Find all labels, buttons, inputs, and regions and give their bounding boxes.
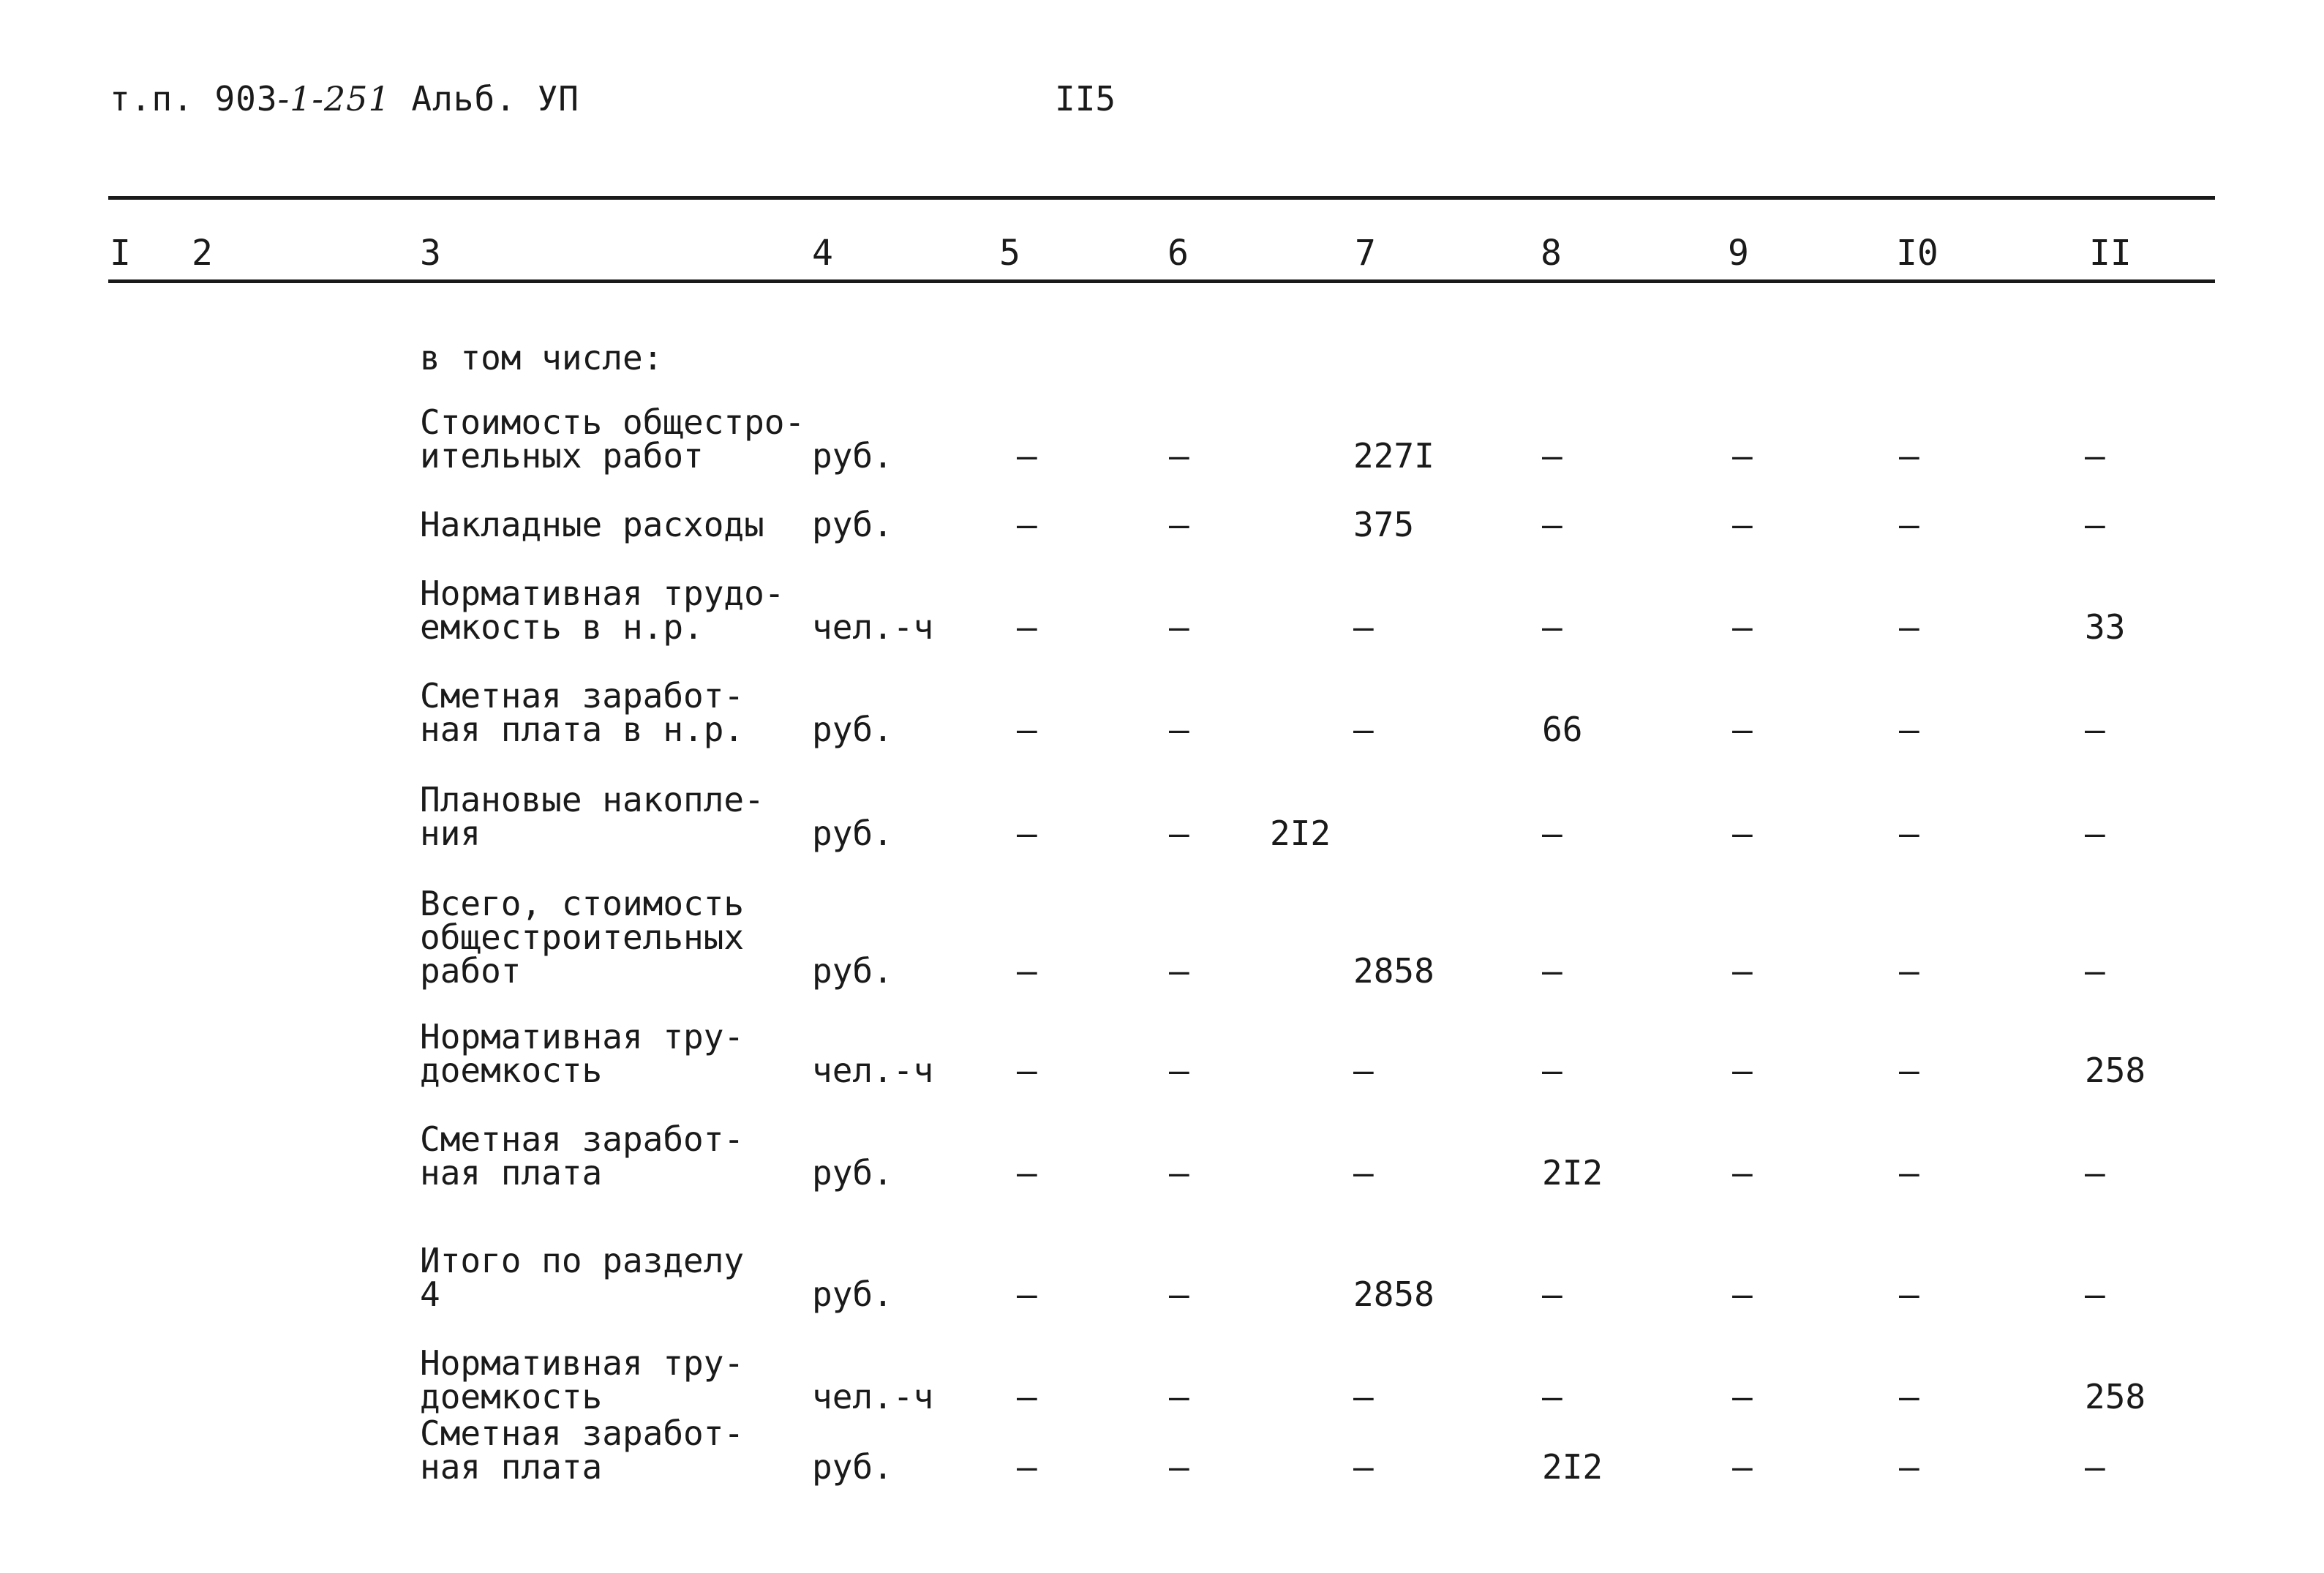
table-top-rule <box>108 196 2215 200</box>
row-description: Накладные расходы <box>420 505 764 544</box>
document-code <box>110 79 579 119</box>
row-value-c9: – <box>1732 505 1753 544</box>
row-value-c11: – <box>2085 505 2105 544</box>
row-value-c7: – <box>1353 1051 1374 1090</box>
row-unit: чел.-ч <box>812 1377 934 1416</box>
row-value-c11: – <box>2085 951 2105 991</box>
row-value-c5: – <box>1017 1447 1037 1487</box>
row-value-c7: – <box>1353 710 1374 749</box>
row-value-c6: – <box>1169 814 1189 853</box>
row-value-c6: – <box>1169 1153 1189 1193</box>
row-description: Всего, стоимость общестроительных работ <box>420 884 745 991</box>
row-unit: чел.-ч <box>812 607 934 647</box>
row-description: Нормативная тру- доемкость <box>420 1343 745 1416</box>
document-code-suffix: Альб. УП <box>390 79 579 119</box>
row-value-c11: – <box>2085 1274 2105 1314</box>
row-unit: чел.-ч <box>812 1051 934 1090</box>
row-value-c9: – <box>1732 710 1753 749</box>
row-value-c10: – <box>1899 505 1919 544</box>
row-value-c8: 2I2 <box>1542 1153 1603 1193</box>
row-value-c8: – <box>1542 951 1563 991</box>
row-value-c11: – <box>2085 814 2105 853</box>
column-number-8: 8 <box>1541 233 1562 274</box>
row-value-c6: – <box>1169 436 1189 476</box>
column-number-5: 5 <box>999 233 1020 274</box>
row-description: Сметная заработ- ная плата в н.р. <box>420 676 745 749</box>
table-header-rule <box>108 279 2215 283</box>
row-value-c5: – <box>1017 814 1037 853</box>
row-value-c6: – <box>1169 710 1189 749</box>
row-value-c9: – <box>1732 814 1753 853</box>
row-value-c10: – <box>1899 607 1919 647</box>
document-code-handwritten: -1-251 <box>277 79 391 119</box>
row-value-c8: – <box>1542 607 1563 647</box>
row-value-c9: – <box>1732 1274 1753 1314</box>
row-value-c5: – <box>1017 710 1037 749</box>
row-value-c9: – <box>1732 1051 1753 1090</box>
row-value-c10: – <box>1899 1377 1919 1416</box>
row-description: Сметная заработ- ная плата <box>420 1414 745 1487</box>
row-value-c11: – <box>2085 436 2105 476</box>
row-value-c9: – <box>1732 1447 1753 1487</box>
row-value-c5: – <box>1017 436 1037 476</box>
row-value-c6b: 2I2 <box>1270 814 1331 853</box>
row-value-c7: – <box>1353 607 1374 647</box>
row-description: в том числе: <box>420 338 663 378</box>
row-value-c6: – <box>1169 1377 1189 1416</box>
row-value-c11: – <box>2085 710 2105 749</box>
row-description: Нормативная тру- доемкость <box>420 1017 745 1090</box>
row-value-c6: – <box>1169 1274 1189 1314</box>
row-value-c7: 227I <box>1353 436 1434 476</box>
document-code-prefix: т.п. 903 <box>110 79 278 119</box>
row-value-c11: – <box>2085 1153 2105 1193</box>
row-description: Стоимость общестро- ительных работ <box>420 402 805 476</box>
row-value-c10: – <box>1899 814 1919 853</box>
row-value-c11: 258 <box>2085 1051 2146 1090</box>
row-value-c10: – <box>1899 951 1919 991</box>
column-number-6: 6 <box>1167 233 1189 274</box>
column-number-11: II <box>2089 233 2132 274</box>
row-unit: руб. <box>812 1153 893 1193</box>
row-value-c9: – <box>1732 436 1753 476</box>
row-value-c6: – <box>1169 1051 1189 1090</box>
row-value-c7: – <box>1353 1447 1374 1487</box>
column-number-1: I <box>110 233 131 274</box>
row-value-c5: – <box>1017 607 1037 647</box>
row-value-c10: – <box>1899 1447 1919 1487</box>
row-value-c5: – <box>1017 1274 1037 1314</box>
column-number-9: 9 <box>1728 233 1749 274</box>
row-value-c9: – <box>1732 951 1753 991</box>
row-unit: руб. <box>812 710 893 749</box>
row-value-c10: – <box>1899 436 1919 476</box>
row-unit: руб. <box>812 1274 893 1314</box>
row-value-c10: – <box>1899 1051 1919 1090</box>
row-value-c9: – <box>1732 1377 1753 1416</box>
row-value-c5: – <box>1017 1051 1037 1090</box>
row-value-c8: – <box>1542 1274 1563 1314</box>
row-unit: руб. <box>812 951 893 991</box>
row-value-c5: – <box>1017 951 1037 991</box>
row-unit: руб. <box>812 1447 893 1487</box>
row-value-c7: – <box>1353 1377 1374 1416</box>
column-number-10: I0 <box>1896 233 1938 274</box>
row-value-c8: – <box>1542 436 1563 476</box>
row-value-c11: 258 <box>2085 1377 2146 1416</box>
row-value-c11: – <box>2085 1447 2105 1487</box>
row-value-c6: – <box>1169 505 1189 544</box>
row-value-c6: – <box>1169 1447 1189 1487</box>
row-value-c10: – <box>1899 1153 1919 1193</box>
row-value-c6: – <box>1169 951 1189 991</box>
row-value-c5: – <box>1017 505 1037 544</box>
row-unit: руб. <box>812 436 893 476</box>
column-number-3: 3 <box>420 233 441 274</box>
row-unit: руб. <box>812 814 893 853</box>
row-value-c8: 66 <box>1542 710 1583 749</box>
row-value-c5: – <box>1017 1377 1037 1416</box>
row-value-c8: 2I2 <box>1542 1447 1603 1487</box>
row-value-c11: 33 <box>2085 607 2126 647</box>
row-value-c10: – <box>1899 710 1919 749</box>
row-description: Итого по разделу 4 <box>420 1241 745 1314</box>
column-number-2: 2 <box>192 233 213 274</box>
row-value-c5: – <box>1017 1153 1037 1193</box>
row-value-c9: – <box>1732 607 1753 647</box>
row-unit: руб. <box>812 505 893 544</box>
page-number: II5 <box>1055 79 1116 119</box>
column-number-7: 7 <box>1355 233 1376 274</box>
row-value-c8: – <box>1542 814 1563 853</box>
row-value-c8: – <box>1542 505 1563 544</box>
row-description: Сметная заработ- ная плата <box>420 1119 745 1193</box>
row-value-c7: 2858 <box>1353 1274 1434 1314</box>
row-description: Плановые накопле- ния <box>420 780 764 853</box>
row-description: Нормативная трудо- емкость в н.р. <box>420 574 785 647</box>
row-value-c8: – <box>1542 1377 1563 1416</box>
row-value-c7: – <box>1353 1153 1374 1193</box>
row-value-c9: – <box>1732 1153 1753 1193</box>
column-number-4: 4 <box>812 233 833 274</box>
row-value-c7: 375 <box>1353 505 1415 544</box>
row-value-c7: 2858 <box>1353 951 1434 991</box>
row-value-c6: – <box>1169 607 1189 647</box>
row-value-c8: – <box>1542 1051 1563 1090</box>
row-value-c10: – <box>1899 1274 1919 1314</box>
